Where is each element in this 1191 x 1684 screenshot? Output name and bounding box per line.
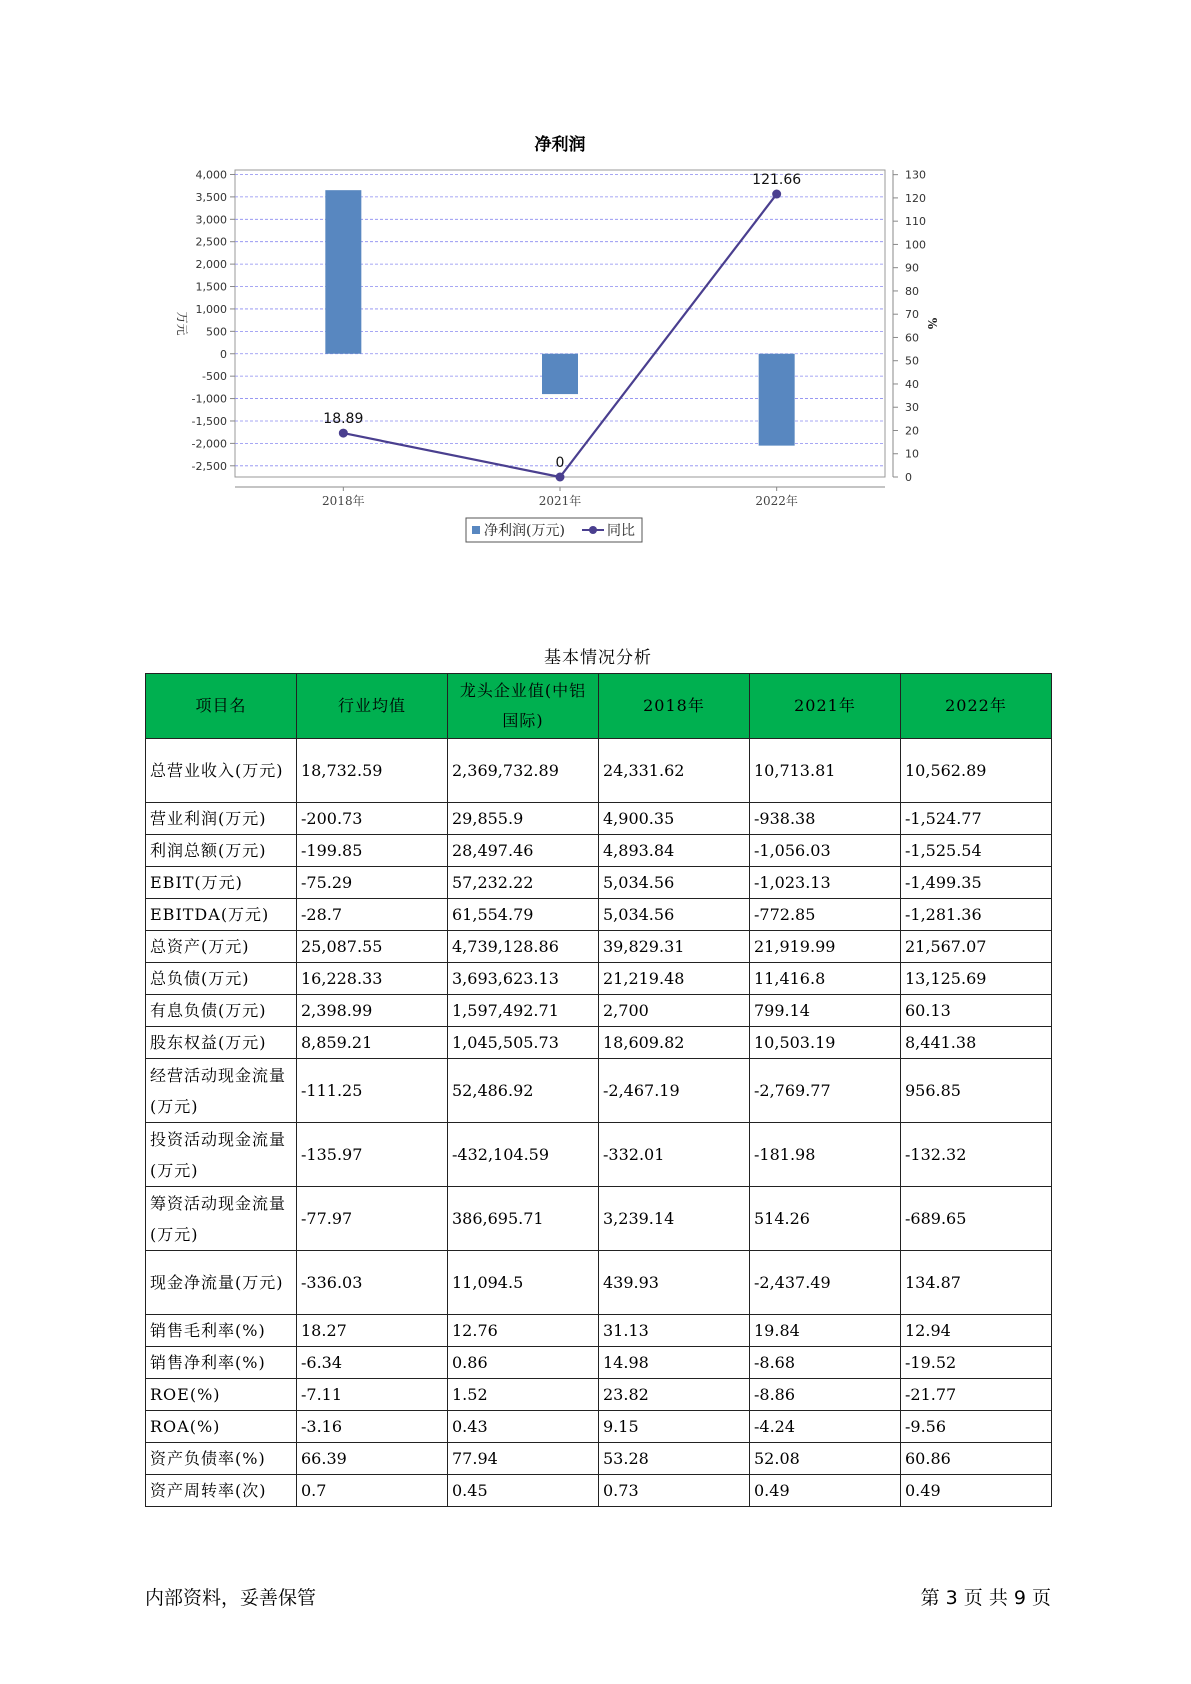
header-industry-average: 行业均值 xyxy=(297,674,448,739)
table-row xyxy=(146,739,1052,803)
table-cell: 8,441.38 xyxy=(901,1027,1052,1059)
table-row xyxy=(146,1123,1052,1187)
table-body xyxy=(146,739,1052,1507)
table-cell: 4,900.35 xyxy=(599,803,750,835)
row-item-name: 筹资活动现金流量(万元) xyxy=(146,1187,297,1251)
table-cell: -7.11 xyxy=(297,1379,448,1411)
table-row xyxy=(146,867,1052,899)
table-row xyxy=(146,1379,1052,1411)
header-2022: 2022年 xyxy=(901,674,1052,739)
table-cell: 11,094.5 xyxy=(448,1251,599,1315)
table-row xyxy=(146,1187,1052,1251)
table-cell: 11,416.8 xyxy=(750,963,901,995)
table-cell: -28.7 xyxy=(297,899,448,931)
table-cell: 39,829.31 xyxy=(599,931,750,963)
table-cell: -1,023.13 xyxy=(750,867,901,899)
y2-tick-label: 30 xyxy=(905,401,919,415)
y2-tick-label: 90 xyxy=(905,261,919,275)
row-item-name: 资产周转率(次) xyxy=(146,1475,297,1507)
basic-analysis-table xyxy=(145,673,1052,1507)
table-cell: 386,695.71 xyxy=(448,1187,599,1251)
table-cell: 23.82 xyxy=(599,1379,750,1411)
row-item-name: ROE(%) xyxy=(146,1379,297,1411)
table-cell: -336.03 xyxy=(297,1251,448,1315)
table-cell: 514.26 xyxy=(750,1187,901,1251)
row-item-name: 股东权益(万元) xyxy=(146,1027,297,1059)
row-item-name: 营业利润(万元) xyxy=(146,803,297,835)
header-2021: 2021年 xyxy=(750,674,901,739)
footer-confidential-note: 内部资料，妥善保管 xyxy=(145,1587,317,1609)
x-tick-label: 2018年 xyxy=(322,494,365,508)
table-row xyxy=(146,835,1052,867)
bar-2022年 xyxy=(759,354,795,446)
table-cell: -8.86 xyxy=(750,1379,901,1411)
table-cell: 24,331.62 xyxy=(599,739,750,803)
row-item-name: 总资产(万元) xyxy=(146,931,297,963)
yoy-data-label: 18.89 xyxy=(323,411,364,428)
table-cell: 18.27 xyxy=(297,1315,448,1347)
table-cell: 0.45 xyxy=(448,1475,599,1507)
table-cell: 57,232.22 xyxy=(448,867,599,899)
row-item-name: 资产负债率(%) xyxy=(146,1443,297,1475)
table-cell: 4,893.84 xyxy=(599,835,750,867)
table-cell: -689.65 xyxy=(901,1187,1052,1251)
y2-tick-label: 130 xyxy=(905,168,926,182)
chart-svg xyxy=(150,130,1030,600)
table-cell: 60.86 xyxy=(901,1443,1052,1475)
y2-tick-label: 70 xyxy=(905,308,919,322)
row-item-name: 销售净利率(%) xyxy=(146,1347,297,1379)
table-cell: 956.85 xyxy=(901,1059,1052,1123)
y2-tick-label: 80 xyxy=(905,284,919,298)
y-tick-label: 2,000 xyxy=(195,258,227,272)
table-cell: -6.34 xyxy=(297,1347,448,1379)
table-cell: -8.68 xyxy=(750,1347,901,1379)
table-cell: 9.15 xyxy=(599,1411,750,1443)
y-tick-label: -500 xyxy=(202,370,227,384)
table-cell: -181.98 xyxy=(750,1123,901,1187)
table-row xyxy=(146,1411,1052,1443)
table-cell: 14.98 xyxy=(599,1347,750,1379)
table-cell: -2,467.19 xyxy=(599,1059,750,1123)
table-cell: -200.73 xyxy=(297,803,448,835)
row-item-name: 现金净流量(万元) xyxy=(146,1251,297,1315)
table-cell: 25,087.55 xyxy=(297,931,448,963)
table-cell: 19.84 xyxy=(750,1315,901,1347)
bar-2021年 xyxy=(542,354,578,394)
y-tick-label: 500 xyxy=(206,325,227,339)
table-cell: -1,525.54 xyxy=(901,835,1052,867)
yoy-point xyxy=(772,190,781,199)
header-2018: 2018年 xyxy=(599,674,750,739)
table-cell: 60.13 xyxy=(901,995,1052,1027)
table-cell: -2,437.49 xyxy=(750,1251,901,1315)
table-row xyxy=(146,1027,1052,1059)
y2-axis-label: % xyxy=(925,317,939,330)
table-cell: 5,034.56 xyxy=(599,867,750,899)
table-row xyxy=(146,803,1052,835)
yoy-point xyxy=(556,473,565,482)
y2-tick-label: 0 xyxy=(905,471,912,484)
table-row xyxy=(146,1347,1052,1379)
table-cell: 21,567.07 xyxy=(901,931,1052,963)
table-cell: 0.7 xyxy=(297,1475,448,1507)
y-tick-label: 3,000 xyxy=(195,213,227,227)
legend-bar-label: 净利润(万元) xyxy=(484,523,565,539)
row-item-name: 销售毛利率(%) xyxy=(146,1315,297,1347)
legend-bar-swatch xyxy=(472,526,480,534)
y2-tick-label: 110 xyxy=(905,215,926,229)
table-cell: 66.39 xyxy=(297,1443,448,1475)
table-cell: 1,045,505.73 xyxy=(448,1027,599,1059)
table-cell: 12.94 xyxy=(901,1315,1052,1347)
table-cell: 799.14 xyxy=(750,995,901,1027)
y-tick-label: 4,000 xyxy=(195,168,227,182)
table-row xyxy=(146,931,1052,963)
table-row xyxy=(146,995,1052,1027)
table-cell: 18,609.82 xyxy=(599,1027,750,1059)
table-cell: -2,769.77 xyxy=(750,1059,901,1123)
table-cell: -772.85 xyxy=(750,899,901,931)
table-cell: -111.25 xyxy=(297,1059,448,1123)
table-cell: 2,369,732.89 xyxy=(448,739,599,803)
row-item-name: 投资活动现金流量(万元) xyxy=(146,1123,297,1187)
y-tick-label: -2,000 xyxy=(191,437,227,451)
table-cell: -332.01 xyxy=(599,1123,750,1187)
table-cell: -1,056.03 xyxy=(750,835,901,867)
footer-page-number: 第 3 页 共 9 页 xyxy=(920,1587,1051,1609)
table-cell: 134.87 xyxy=(901,1251,1052,1315)
row-item-name: EBIT(万元) xyxy=(146,867,297,899)
table-cell: -75.29 xyxy=(297,867,448,899)
header-item-name: 项目名 xyxy=(146,674,297,739)
table-row xyxy=(146,1443,1052,1475)
chart-title: 净利润 xyxy=(534,135,586,155)
table-cell: 10,713.81 xyxy=(750,739,901,803)
table-cell: 3,693,623.13 xyxy=(448,963,599,995)
x-tick-label: 2021年 xyxy=(538,494,582,508)
table-cell: 2,398.99 xyxy=(297,995,448,1027)
table-cell: -77.97 xyxy=(297,1187,448,1251)
table-cell: 10,562.89 xyxy=(901,739,1052,803)
yoy-data-label: 0 xyxy=(555,455,565,471)
y-axis-label: 万元 xyxy=(175,311,189,336)
y2-tick-label: 50 xyxy=(905,354,919,368)
row-item-name: ROA(%) xyxy=(146,1411,297,1443)
y2-tick-label: 120 xyxy=(905,191,926,205)
table-cell: 13,125.69 xyxy=(901,963,1052,995)
table-cell: 12.76 xyxy=(448,1315,599,1347)
row-item-name: 有息负债(万元) xyxy=(146,995,297,1027)
table-caption: 基本情况分析 xyxy=(544,648,652,668)
header-leading-company: 龙头企业值(中铝国际) xyxy=(448,674,599,739)
table-cell: -3.16 xyxy=(297,1411,448,1443)
table-cell: -1,524.77 xyxy=(901,803,1052,835)
table-cell: -199.85 xyxy=(297,835,448,867)
table-cell: -1,499.35 xyxy=(901,867,1052,899)
table-cell: 61,554.79 xyxy=(448,899,599,931)
table-cell: 0.86 xyxy=(448,1347,599,1379)
row-item-name: EBITDA(万元) xyxy=(146,899,297,931)
table-cell: 52.08 xyxy=(750,1443,901,1475)
y2-tick-label: 100 xyxy=(905,238,926,252)
table-cell: -135.97 xyxy=(297,1123,448,1187)
y-tick-label: 1,500 xyxy=(195,280,227,294)
table-row xyxy=(146,899,1052,931)
table-row xyxy=(146,1475,1052,1507)
table-row xyxy=(146,1059,1052,1123)
y-tick-label: -2,500 xyxy=(191,459,227,473)
table-cell: 8,859.21 xyxy=(297,1027,448,1059)
table-cell: 0.43 xyxy=(448,1411,599,1443)
table-cell: -938.38 xyxy=(750,803,901,835)
table-cell: 0.49 xyxy=(750,1475,901,1507)
y2-tick-label: 40 xyxy=(905,377,919,391)
table-cell: -9.56 xyxy=(901,1411,1052,1443)
legend-line-marker xyxy=(589,526,597,534)
y2-tick-label: 20 xyxy=(905,424,919,438)
table-cell: -19.52 xyxy=(901,1347,1052,1379)
table-cell: 1,597,492.71 xyxy=(448,995,599,1027)
y-tick-label: 0 xyxy=(220,347,227,361)
bar-2018年 xyxy=(325,190,361,354)
table-cell: 4,739,128.86 xyxy=(448,931,599,963)
table-cell: 53.28 xyxy=(599,1443,750,1475)
table-cell: 18,732.59 xyxy=(297,739,448,803)
table-cell: 21,219.48 xyxy=(599,963,750,995)
table-cell: 29,855.9 xyxy=(448,803,599,835)
yoy-point xyxy=(339,429,348,438)
y-tick-label: 2,500 xyxy=(195,235,227,249)
table-cell: 1.52 xyxy=(448,1379,599,1411)
table-cell: 77.94 xyxy=(448,1443,599,1475)
table-cell: 31.13 xyxy=(599,1315,750,1347)
net-profit-chart xyxy=(150,130,1030,600)
x-tick-label: 2022年 xyxy=(755,494,798,508)
y-tick-label: -1,500 xyxy=(191,414,227,428)
table-cell: -4.24 xyxy=(750,1411,901,1443)
row-item-name: 总营业收入(万元) xyxy=(146,739,297,803)
yoy-data-label: 121.66 xyxy=(752,172,802,189)
row-item-name: 经营活动现金流量(万元) xyxy=(146,1059,297,1123)
table-cell: -21.77 xyxy=(901,1379,1052,1411)
table-cell: 10,503.19 xyxy=(750,1027,901,1059)
table-cell: 52,486.92 xyxy=(448,1059,599,1123)
table-cell: 28,497.46 xyxy=(448,835,599,867)
table-cell: 5,034.56 xyxy=(599,899,750,931)
y2-tick-label: 10 xyxy=(905,447,919,461)
table-cell: 16,228.33 xyxy=(297,963,448,995)
table-cell: 2,700 xyxy=(599,995,750,1027)
row-item-name: 总负债(万元) xyxy=(146,963,297,995)
table-cell: -132.32 xyxy=(901,1123,1052,1187)
table-cell: 3,239.14 xyxy=(599,1187,750,1251)
table-cell: 0.49 xyxy=(901,1475,1052,1507)
table-header-row xyxy=(146,674,1052,739)
table-cell: 439.93 xyxy=(599,1251,750,1315)
row-item-name: 利润总额(万元) xyxy=(146,835,297,867)
table-cell: -432,104.59 xyxy=(448,1123,599,1187)
table-row xyxy=(146,1315,1052,1347)
y-tick-label: 1,000 xyxy=(195,302,227,316)
table-cell: 21,919.99 xyxy=(750,931,901,963)
table-row xyxy=(146,1251,1052,1315)
y-tick-label: 3,500 xyxy=(195,190,227,204)
y2-tick-label: 60 xyxy=(905,331,919,345)
table-cell: 0.73 xyxy=(599,1475,750,1507)
table-cell: -1,281.36 xyxy=(901,899,1052,931)
legend-line-label: 同比 xyxy=(607,523,635,539)
table-row xyxy=(146,963,1052,995)
y-tick-label: -1,000 xyxy=(191,392,227,406)
